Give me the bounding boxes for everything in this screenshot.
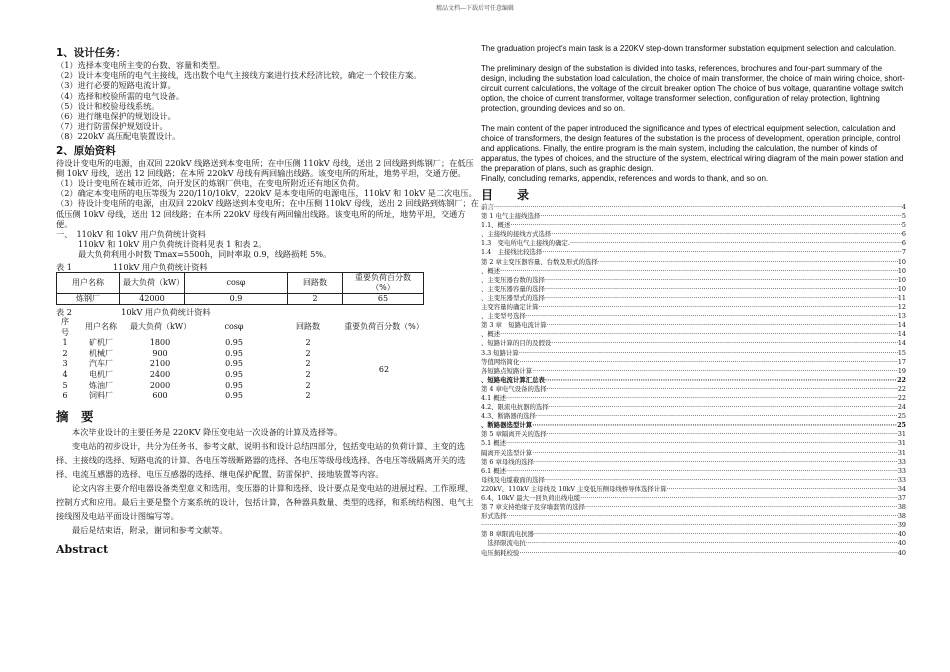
toc-entry-title: 、断路器选型计算 (481, 421, 533, 430)
toc-entry-title: 、主变压器容量的选择 (481, 284, 545, 293)
toc-entry-page: 25 (897, 412, 906, 421)
toc-entry-title: 1.1、概述 (481, 221, 511, 230)
toc-leader-dots (580, 494, 898, 503)
toc-entry-page: 6 (901, 239, 906, 248)
toc-entry-title: 220kV、110kV 主母线及 10kV 主变低压侧母线桥导体选择计算 (481, 484, 667, 493)
toc-entry-title: 第 7 章支持绝缘子及穿墙套管的选择 (481, 503, 585, 512)
toc-entry-page: 15 (897, 348, 906, 357)
abstract-cn-heading: 摘 要 (56, 408, 94, 424)
task-item: （1）选择本变电所主变的台数、容量和类型。 (56, 60, 225, 70)
left-column (56, 44, 479, 558)
t2-cell: 2000 (149, 380, 171, 390)
toc-entry-page: 19 (897, 366, 906, 375)
toc-leader-dots (526, 539, 898, 548)
original-para-2: （1）设计变电所在城市近郊，向开发区的炼钢厂供电，在变电所附近还有地区负荷。 (56, 178, 365, 189)
toc-leader-dots (542, 248, 902, 257)
toc-entry-title: 第 4 章电气设备的选择 (481, 384, 547, 393)
toc-leader-dots (519, 549, 898, 558)
t2-header: 重要负荷百分数（%） (344, 322, 424, 332)
load-section-params: 最大负荷利用小时数 Tmax=5500h，同时率取 0.9，线路损耗 5%。 (78, 249, 332, 260)
toc-leader-dots (500, 330, 898, 339)
toc-leader-dots (507, 512, 898, 521)
table-of-contents (481, 203, 906, 558)
toc-entry[interactable] (481, 285, 906, 294)
task-item: （4）选择和校验所需的电气设备。 (56, 90, 185, 101)
t1-header: 最大负荷（kW） (120, 272, 185, 293)
toc-entry[interactable] (481, 458, 906, 467)
toc-entry[interactable] (481, 476, 906, 485)
toc-entry[interactable] (481, 549, 906, 558)
t2-cell: 机械厂 (89, 348, 113, 358)
toc-entry-title: 各短路点短路计算 (481, 366, 533, 375)
toc-entry-page: 10 (897, 275, 906, 284)
toc-entry-page: 11 (897, 293, 906, 302)
toc-entry[interactable] (481, 376, 906, 385)
toc-entry-page: 10 (897, 266, 906, 275)
toc-entry-page: 31 (897, 439, 906, 448)
english-para-3: The main content of the paper introduced the significance and types of electrical equipment selection, calculation and choice of transformers, the design features of the substation is the process of development, operation principle, control and applications. Finally, the entire program is the main system, including the calculation, the number of kinds of apparatus, the types of choices, and the structure of the system, electrical wiring diagram of the main power station and the preparation of plans, such as graphic design. Finally, concluding remarks, appendix, references and words to thank, and so on. (481, 124, 904, 183)
toc-entry-page: 31 (897, 430, 906, 439)
toc-entry-title: 母线及电缆截面的选择 (481, 475, 545, 484)
toc-leader-dots (481, 521, 898, 530)
toc-leader-dots (500, 267, 898, 276)
page-header: 精品文档---下载后可任意编辑 (435, 5, 515, 12)
toc-entry[interactable] (481, 276, 906, 285)
toc-entry-page: 4 (901, 203, 906, 211)
toc-entry-title: 1.4 主接线比较选择 (481, 248, 543, 257)
toc-entry-page: 22 (897, 393, 906, 402)
toc-entry-page: 40 (897, 548, 906, 557)
toc-leader-dots (536, 412, 898, 421)
abstract-cn-para: 最后是结束语，附录，谢词和参考文献等。 (72, 524, 228, 535)
t2-cell: 汽车厂 (89, 359, 113, 369)
toc-leader-dots (532, 367, 898, 376)
toc-entry-title: 6.4、10kV 最大一回负荷出线电缆 (481, 494, 581, 502)
t2-cell: 电机厂 (89, 370, 113, 380)
t2-cell: 0.95 (225, 370, 243, 380)
toc-entry-page: 13 (897, 312, 906, 321)
toc-entry[interactable] (481, 312, 906, 321)
toc-entry[interactable] (481, 221, 906, 230)
t2-cell: 0.95 (225, 391, 243, 401)
toc-leader-dots (510, 221, 902, 230)
toc-entry-title: 第 3 章 短路电流计算 (481, 321, 547, 330)
toc-leader-dots (547, 321, 898, 330)
toc-heading: 目 录 (481, 188, 536, 202)
original-para-3: （2）确定本变电所的电压等级为 220/110/10kV，220kV 是本变电所的电源电压，110kV 和 10kV 是二次电压。 (56, 188, 477, 199)
tasks-heading: 1、设计任务： (56, 47, 127, 59)
toc-entry-title: 主变容量的确定计算 (481, 303, 539, 312)
toc-entry-page: 10 (897, 257, 906, 266)
toc-leader-dots (570, 239, 902, 248)
toc-entry-title: 选择限流电抗 (481, 539, 526, 548)
toc-leader-dots (547, 430, 898, 439)
toc-entry-title: 、主接线的接线方式选择 (481, 230, 552, 239)
t1-header: 回路数 (288, 272, 343, 293)
t2-cell: 饲料厂 (89, 391, 113, 401)
toc-entry-page: 40 (897, 530, 906, 539)
t2-cell: 0.95 (225, 380, 243, 390)
toc-entry-page: 37 (897, 494, 906, 502)
toc-entry-page: 25 (897, 421, 906, 430)
task-list (56, 60, 479, 142)
table-110kv (56, 272, 424, 305)
toc-entry[interactable] (481, 494, 906, 503)
toc-leader-dots (667, 485, 898, 494)
t1-cell: 42000 (120, 293, 185, 304)
toc-entry-page: 5 (901, 221, 906, 230)
toc-entry-title: 、主变压器型式的选择 (481, 293, 545, 302)
toc-entry-title: 4.1 概述 (481, 393, 506, 402)
toc-entry-page: 34 (897, 484, 906, 493)
toc-entry-title: 4.3、断路器的选择 (481, 412, 536, 421)
task-item: （2）设计本变电所的电气主接线，选出数个电气主接线方案进行技术经济比较，确定一个较佳方案。 (56, 70, 422, 81)
t2-cell: 2 (305, 348, 311, 358)
toc-entry-page: 14 (897, 330, 906, 339)
task-item: （6）进行继电保护的规划设计。 (56, 111, 176, 122)
t2-cell: 900 (152, 348, 168, 358)
task-item: （3）进行必要的短路电流计算。 (56, 80, 176, 91)
t1-cell: 0.9 (185, 293, 288, 304)
toc-entry[interactable] (481, 230, 906, 239)
toc-entry-title: 第 2 章主变压器容量、台数及形式的选择 (481, 257, 598, 266)
task-item: （7）进行防雷保护规划设计。 (56, 121, 168, 132)
toc-entry[interactable] (481, 403, 906, 412)
toc-entry-title: 3.3 短路计算 (481, 348, 519, 357)
toc-entry[interactable] (481, 412, 906, 421)
t2-cell: 2 (305, 380, 311, 390)
toc-entry-title: 、短路计算的目的及假设 (481, 339, 552, 348)
right-column (481, 44, 906, 558)
abstract-cn-para: 变电站的初步设计，共分为任务书、参考文献、说明书和设计总结四部分，包括变电站的负荷计算、主变的选择、主接线的选择、短路电流的计算、各电压等级断路器的选择、各电压等级母线选择、各电压等级隔离开关的选择、电流互感器的选择、电压互感器的选择、继电保护配置、防雷保护、接地装置等内容。 (56, 440, 466, 479)
t2-header: 最大负荷（kW） (130, 322, 192, 332)
t1-cell: 炼钢厂 (57, 293, 120, 304)
toc-entry[interactable] (481, 358, 906, 367)
toc-entry-page: 5 (901, 212, 906, 221)
toc-entry-page: 14 (897, 321, 906, 330)
toc-leader-dots (551, 230, 902, 239)
toc-entry[interactable] (481, 485, 906, 494)
t2-cell: 2 (305, 391, 311, 401)
toc-entry[interactable] (481, 321, 906, 330)
toc-entry[interactable] (481, 303, 906, 312)
task-item: （5）设计和校验母线系统。 (56, 100, 160, 111)
toc-entry[interactable] (481, 385, 906, 394)
abstract-cn-para: 本次毕业设计的主要任务是 220KV 降压变电站一次设备的计算及选择等。 (72, 426, 343, 437)
toc-entry[interactable] (481, 267, 906, 276)
toc-leader-dots (545, 294, 898, 303)
t2-cell: 1800 (149, 338, 171, 348)
toc-leader-dots (519, 358, 898, 367)
toc-entry[interactable] (481, 512, 906, 521)
toc-entry[interactable] (481, 330, 906, 339)
english-para-2: The preliminary design of the substation is divided into tasks, references, brochures and four-part summary of the design, including the substation load calculation, the choice of main transformer, the choice of main wiring choice, short-circuit current calculations, the voltage of the circuit breaker option The choice of bus voltage, quarantine voltage switch option, the choice of current transformer, voltage transformer selection, configuration of relay protection, lightning protection, grounding devices and so on. (481, 64, 905, 113)
toc-entry[interactable] (481, 467, 906, 476)
toc-entry[interactable] (481, 439, 906, 448)
toc-entry-page: 33 (897, 475, 906, 484)
table1-caption: 表 1 110kV 用户负荷统计资料 (56, 261, 208, 272)
toc-entry[interactable] (481, 239, 906, 248)
toc-entry[interactable] (481, 349, 906, 358)
t2-cell: 0.95 (225, 338, 243, 348)
t1-header: 用户名称 (57, 272, 120, 293)
load-section-title: 一、 110kV 和 10kV 用户负荷统计资料 (56, 229, 206, 240)
english-para-1: The graduation project's main task is a 220KV step-down transformer substation equipment selection and calculation. (481, 44, 897, 53)
task-item: （8）220kV 高压配电装置设计。 (56, 131, 181, 142)
toc-entry[interactable] (481, 394, 906, 403)
t2-cell: 0.95 (225, 359, 243, 369)
t2-cell: 4 (62, 370, 68, 380)
toc-leader-dots (519, 349, 898, 358)
t2-cell: 2 (62, 348, 68, 358)
toc-entry-title: 5.1 概述 (481, 439, 506, 448)
toc-leader-dots (526, 312, 898, 321)
toc-leader-dots (598, 258, 898, 267)
abstract-cn-body (56, 425, 479, 537)
toc-entry-page: 22 (897, 384, 906, 393)
toc-entry[interactable] (481, 503, 906, 512)
toc-entry-page: 33 (897, 457, 906, 466)
t2-cell: 6 (62, 391, 68, 401)
toc-entry-page: 38 (897, 512, 906, 521)
t1-header: cosφ (185, 272, 288, 293)
toc-leader-dots (539, 303, 898, 312)
toc-leader-dots (545, 476, 898, 485)
toc-entry-page: 38 (897, 503, 906, 512)
toc-entry-title: 形式选择 (481, 512, 507, 521)
toc-leader-dots (532, 421, 897, 430)
toc-entry-page: 14 (897, 339, 906, 348)
table-row (56, 338, 428, 349)
toc-entry[interactable] (481, 421, 906, 430)
toc-entry-title: 第 1 电气主接线选择 (481, 212, 541, 221)
toc-entry-page: 33 (897, 466, 906, 475)
toc-leader-dots (534, 530, 898, 539)
t2-header: 序号 (61, 317, 69, 337)
toc-entry-title: 第 6 章母线的选择 (481, 457, 534, 466)
toc-entry[interactable] (481, 430, 906, 439)
toc-leader-dots (506, 439, 898, 448)
toc-entry-page: 40 (897, 539, 906, 548)
toc-entry[interactable] (481, 367, 906, 376)
toc-entry-title: 第 8 章限流电抗器 (481, 530, 534, 539)
t2-header: cosφ (224, 322, 244, 332)
toc-leader-dots (545, 285, 898, 294)
toc-entry-page: 31 (897, 448, 906, 457)
toc-entry[interactable] (481, 248, 906, 257)
toc-entry[interactable] (481, 294, 906, 303)
toc-entry-page: 17 (897, 357, 906, 366)
t2-cell: 矿机厂 (89, 338, 113, 348)
toc-entry-title: 第 5 章隔离开关的选择 (481, 430, 547, 439)
toc-entry-title: 隔离开关选型计算 (481, 448, 533, 457)
t2-header: 回路数 (296, 322, 320, 332)
toc-leader-dots (532, 449, 898, 458)
toc-leader-dots (540, 212, 902, 221)
toc-entry-page: 10 (897, 284, 906, 293)
toc-leader-dots (551, 339, 898, 348)
toc-entry-page: 6 (901, 230, 906, 239)
t2-cell: 5 (62, 380, 68, 390)
t2-cell: 2 (305, 370, 311, 380)
t2-merged-cell: 62 (378, 364, 390, 374)
toc-entry-title: 、概述 (481, 266, 501, 275)
t2-cell: 炼油厂 (89, 380, 113, 390)
toc-entry-title: 4.2、限流电抗器的选择 (481, 403, 549, 412)
toc-entry-page: 12 (897, 303, 906, 312)
toc-leader-dots (585, 503, 898, 512)
toc-entry-title: 1.3 变电所电气主接线的确定. (481, 239, 570, 248)
t2-cell: 2 (305, 338, 311, 348)
toc-entry-title: 等值网络简化 (481, 357, 520, 366)
toc-entry[interactable] (481, 258, 906, 267)
t2-cell: 0.95 (225, 348, 243, 358)
toc-entry-title: 电压损耗校验 (481, 548, 520, 557)
toc-leader-dots (534, 458, 898, 467)
toc-entry-title: 6.1 概述 (481, 466, 506, 475)
table2-caption: 表 2 10kV 用户负荷统计资料 (56, 306, 211, 317)
original-para-4: （3）待设计变电所的电源，由双回 220kV 线路送到本变电所；在中压侧 110kV 母线，送出 2 回线路到炼钢厂；在低压侧 10kV 母线，送出 12 回线路；在本所 220kV 母线有两回输出线路。该变电所的所址，地势平坦，交通方便。 (56, 198, 479, 229)
toc-leader-dots (494, 203, 902, 212)
toc-entry[interactable] (481, 212, 906, 221)
toc-entry[interactable] (481, 339, 906, 348)
t2-cell: 2 (305, 359, 311, 369)
toc-leader-dots (545, 376, 897, 385)
toc-leader-dots (506, 394, 898, 403)
toc-entry-title: 前言 (481, 203, 494, 211)
t2-cell: 3 (62, 359, 68, 369)
t1-header: 重要负荷百分数（%） (343, 272, 424, 293)
toc-leader-dots (547, 385, 898, 394)
t2-cell: 600 (152, 391, 168, 401)
table-10kv (56, 317, 428, 402)
load-section-text: 110kV 和 10kV 用户负荷统计资料见表 1 和表 2。 (78, 239, 267, 250)
abstract-cn-para: 论文内容主要介绍电器设备类型意义和选用，变压器的计算和选择、设计要点是变电站的进展过程、工作原理、控制方式和应用。最后主要是整个方案系统的设计，包括计算，各种器具数量、类型的选择，和系统结构图、电气主接线图及电站平面设计图编写等。 (56, 482, 474, 521)
abstract-en-heading: Abstract (56, 542, 109, 556)
original-heading: 2、原始资料 (56, 144, 116, 157)
t2-header: 用户名称 (85, 322, 117, 332)
toc-leader-dots (506, 467, 898, 476)
toc-entry-title: 、短路电流计算汇总表 (481, 375, 545, 384)
toc-entry-title: 、概述 (481, 330, 501, 339)
original-para-1: 待设计变电所的电源，由双回 220kV 线路送到本变电所；在中压侧 110kV 母线，送出 2 回线路到炼钢厂；在低压侧 10kV 母线，送出 12 回线路；在本所 220kV 母线有两回输出线路。该变电所的所址，地势平坦，交通方便。 (56, 157, 474, 178)
toc-entry[interactable] (481, 539, 906, 548)
toc-entry-page: 39 (897, 521, 906, 530)
toc-entry-page: 22 (897, 375, 906, 384)
toc-entry[interactable] (481, 203, 906, 212)
t2-cell: 1 (62, 338, 68, 348)
toc-entry[interactable] (481, 449, 906, 458)
t1-cell: 2 (288, 293, 343, 304)
toc-entry[interactable] (481, 530, 906, 539)
toc-entry-page: 7 (901, 248, 906, 257)
t2-cell: 2100 (149, 359, 171, 369)
toc-leader-dots (545, 276, 898, 285)
toc-entry-page: 24 (897, 403, 906, 412)
toc-entry[interactable] (481, 521, 906, 530)
toc-leader-dots (549, 403, 898, 412)
toc-entry-title: 、主变型号选择 (481, 312, 526, 321)
t1-cell: 65 (343, 293, 424, 304)
toc-entry-title: 、主变压器台数的选择 (481, 275, 545, 284)
t2-cell: 2400 (149, 370, 171, 380)
